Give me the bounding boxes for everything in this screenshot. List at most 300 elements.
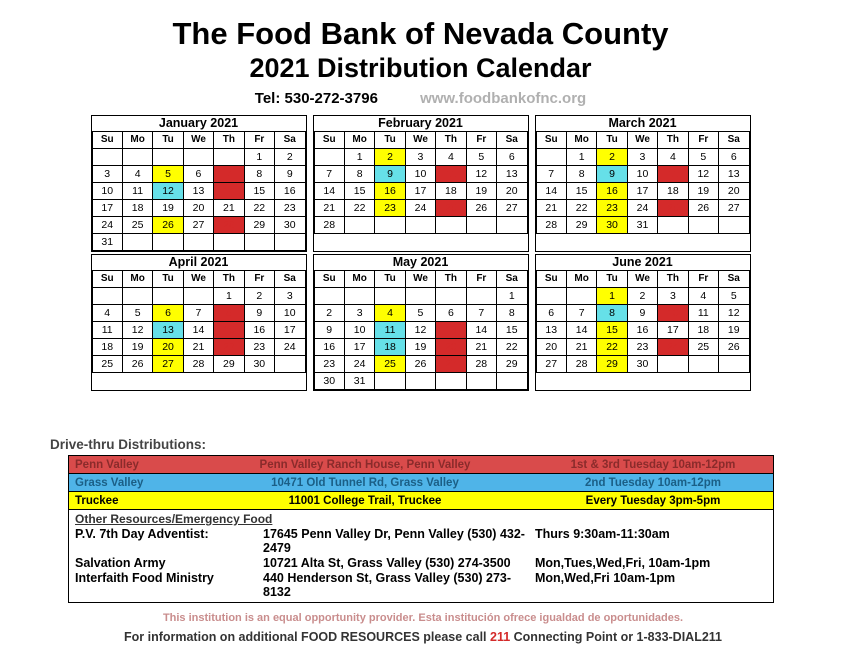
calendar-day-cell[interactable]: 3 — [92, 165, 122, 182]
contact-line — [0, 90, 841, 107]
resource-time: Thurs 9:30am-11:30am — [535, 527, 670, 541]
weekday-header: Th — [436, 271, 466, 288]
calendar-week-row — [92, 287, 305, 304]
calendar-day-cell[interactable]: 1 — [244, 148, 274, 165]
weekday-header: Sa — [275, 132, 305, 149]
calendar-day-cell[interactable]: 22 — [597, 338, 627, 355]
calendar-day-cell[interactable]: 21 — [183, 338, 213, 355]
calendar-empty-cell — [497, 372, 527, 389]
calendar-day-cell[interactable]: 1 — [344, 148, 374, 165]
calendar-day-cell[interactable]: 14 — [314, 182, 344, 199]
calendar-day-cell[interactable]: 11 — [375, 321, 405, 338]
calendar-day-cell[interactable]: 18 — [122, 199, 152, 216]
calendar-day-cell[interactable]: 8 — [597, 304, 627, 321]
calendar-day-cell[interactable]: 28 — [466, 355, 496, 372]
calendar-day-cell[interactable]: 17 — [658, 321, 688, 338]
month-april — [91, 254, 307, 391]
calendar-week-row — [536, 199, 749, 216]
weekday-header: Su — [314, 271, 344, 288]
weekday-header: We — [405, 132, 435, 149]
calendar-week-row — [92, 321, 305, 338]
resource-time: Mon,Tues,Wed,Fri, 10am-1pm — [535, 556, 711, 570]
weekday-header: Tu — [153, 132, 183, 149]
month-title: June 2021 — [536, 255, 750, 271]
calendar-day-cell[interactable]: 13 — [153, 321, 183, 338]
calendar-day-cell[interactable]: 25 — [122, 216, 152, 233]
calendar-empty-cell — [344, 216, 374, 233]
calendar-week-row — [92, 199, 305, 216]
page-subtitle: 2021 Distribution Calendar — [249, 52, 592, 83]
calendar-week-row — [536, 321, 749, 338]
month-june — [535, 254, 751, 391]
month-table — [536, 132, 750, 234]
calendar-day-cell[interactable]: 16 — [314, 338, 344, 355]
calendar-day-cell[interactable]: 9 — [314, 321, 344, 338]
calendar-day-cell[interactable]: 8 — [214, 304, 244, 321]
calendar-day-cell[interactable]: 2 — [244, 287, 274, 304]
calendar-empty-cell — [275, 233, 305, 250]
calendar-day-cell[interactable]: 28 — [183, 355, 213, 372]
calendar-week-row — [92, 182, 305, 199]
calendar-day-cell[interactable]: 3 — [275, 287, 305, 304]
calendar-day-cell[interactable]: 5 — [466, 148, 496, 165]
calendar-empty-cell — [688, 216, 718, 233]
calendar-day-cell[interactable]: 6 — [436, 304, 466, 321]
calendar-day-cell[interactable]: 9 — [275, 165, 305, 182]
calendar-day-cell[interactable]: 13 — [436, 321, 466, 338]
calendar-empty-cell — [214, 148, 244, 165]
calendar-day-cell[interactable]: 12 — [153, 182, 183, 199]
calendar-day-cell[interactable]: 9 — [597, 165, 627, 182]
calendar-day-cell[interactable]: 18 — [92, 338, 122, 355]
calendar-empty-cell — [122, 287, 152, 304]
calendar-day-cell[interactable]: 10 — [275, 304, 305, 321]
calendar-day-cell[interactable]: 7 — [314, 165, 344, 182]
calendar-week-row — [314, 199, 527, 216]
calendar-day-cell[interactable]: 10 — [405, 165, 435, 182]
calendar-day-cell[interactable]: 21 — [314, 199, 344, 216]
calendar-day-cell[interactable]: 27 — [183, 216, 213, 233]
calendar-week-row — [92, 216, 305, 233]
calendar-day-cell[interactable]: 6 — [536, 304, 566, 321]
calendar-empty-cell — [536, 287, 566, 304]
calendar-day-cell[interactable]: 3 — [344, 304, 374, 321]
calendar-empty-cell — [183, 287, 213, 304]
weekday-header: We — [627, 271, 657, 288]
calendar-day-cell[interactable]: 26 — [405, 355, 435, 372]
calendar-day-cell[interactable]: 12 — [466, 165, 496, 182]
site-address: 11001 College Trail, Truckee — [288, 494, 442, 507]
calendar-day-cell[interactable]: 18 — [436, 182, 466, 199]
calendar-day-cell[interactable]: 12 — [688, 165, 718, 182]
calendar-day-cell[interactable]: 20 — [183, 199, 213, 216]
calendar-day-cell[interactable]: 15 — [214, 321, 244, 338]
calendar-day-cell[interactable]: 4 — [122, 165, 152, 182]
calendar-day-cell[interactable]: 26 — [153, 216, 183, 233]
calendar-empty-cell — [658, 216, 688, 233]
calendar-day-cell[interactable]: 6 — [719, 148, 749, 165]
weekday-header: Fr — [688, 271, 718, 288]
calendar-day-cell[interactable]: 4 — [375, 304, 405, 321]
weekday-header: Sa — [497, 271, 527, 288]
calendar-day-cell[interactable]: 14 — [183, 321, 213, 338]
calendar-day-cell[interactable]: 26 — [466, 199, 496, 216]
calendar-day-cell[interactable]: 7 — [566, 304, 596, 321]
calendar-day-cell[interactable]: 30 — [244, 355, 274, 372]
calendar-day-cell[interactable]: 27 — [497, 199, 527, 216]
calendar-day-cell[interactable]: 2 — [275, 148, 305, 165]
calendar-day-cell[interactable]: 28 — [566, 355, 596, 372]
calendar-week-row — [92, 355, 305, 372]
calendar-day-cell[interactable]: 27 — [436, 355, 466, 372]
calendar-day-cell[interactable]: 23 — [244, 338, 274, 355]
calendar-grid — [91, 115, 751, 393]
month-title: May 2021 — [314, 255, 528, 271]
calendar-day-cell[interactable]: 8 — [497, 304, 527, 321]
month-table — [536, 271, 750, 373]
calendar-day-cell[interactable]: 30 — [275, 216, 305, 233]
calendar-day-cell[interactable]: 28 — [536, 216, 566, 233]
calendar-day-cell[interactable]: 21 — [566, 338, 596, 355]
calendar-day-cell[interactable]: 31 — [344, 372, 374, 389]
calendar-day-cell[interactable]: 11 — [92, 321, 122, 338]
calendar-day-cell[interactable]: 11 — [688, 304, 718, 321]
calendar-empty-cell — [466, 287, 496, 304]
weekday-header: Sa — [275, 271, 305, 288]
weekday-header: We — [183, 271, 213, 288]
calendar-day-cell[interactable]: 11 — [122, 182, 152, 199]
calendar-day-cell[interactable]: 26 — [719, 338, 749, 355]
calendar-day-cell[interactable]: 14 — [466, 321, 496, 338]
calendar-day-cell[interactable]: 24 — [344, 355, 374, 372]
calendar-day-cell[interactable]: 29 — [566, 216, 596, 233]
calendar-day-cell[interactable]: 20 — [436, 338, 466, 355]
calendar-day-cell[interactable]: 25 — [658, 199, 688, 216]
calendar-empty-cell — [536, 148, 566, 165]
calendar-day-cell[interactable]: 12 — [122, 321, 152, 338]
month-table — [314, 271, 528, 390]
calendar-empty-cell — [375, 287, 405, 304]
calendar-day-cell[interactable]: 23 — [375, 199, 405, 216]
calendar-day-cell[interactable]: 11 — [436, 165, 466, 182]
site-name: Truckee — [75, 494, 119, 507]
weekday-header: Sa — [719, 132, 749, 149]
calendar-empty-cell — [153, 287, 183, 304]
calendar-day-cell[interactable]: 14 — [536, 182, 566, 199]
calendar-day-cell[interactable]: 29 — [597, 355, 627, 372]
calendar-day-cell[interactable]: 7 — [466, 304, 496, 321]
calendar-day-cell[interactable]: 30 — [597, 216, 627, 233]
calendar-week-row — [314, 287, 527, 304]
calendar-day-cell[interactable]: 22 — [497, 338, 527, 355]
distribution-info-box — [68, 455, 774, 603]
calendar-day-cell[interactable]: 19 — [719, 321, 749, 338]
weekday-header: Su — [536, 271, 566, 288]
calendar-day-cell[interactable]: 18 — [658, 182, 688, 199]
site-time: 1st & 3rd Tuesday 10am-12pm — [570, 458, 736, 471]
calendar-day-cell[interactable]: 17 — [405, 182, 435, 199]
footer-211: 211 — [490, 630, 511, 644]
calendar-day-cell[interactable]: 25 — [92, 355, 122, 372]
calendar-day-cell[interactable]: 22 — [566, 199, 596, 216]
calendar-day-cell[interactable]: 31 — [627, 216, 657, 233]
weekday-header: Fr — [244, 271, 274, 288]
calendar-day-cell[interactable]: 23 — [627, 338, 657, 355]
calendar-empty-cell — [153, 148, 183, 165]
weekday-header: Th — [658, 271, 688, 288]
calendar-day-cell[interactable]: 18 — [688, 321, 718, 338]
calendar-day-cell[interactable]: 5 — [719, 287, 749, 304]
calendar-day-cell[interactable]: 2 — [375, 148, 405, 165]
calendar-day-cell[interactable]: 24 — [275, 338, 305, 355]
month-table — [92, 271, 306, 373]
calendar-day-cell[interactable]: 20 — [719, 182, 749, 199]
month-body — [314, 287, 527, 389]
calendar-day-cell[interactable]: 17 — [275, 321, 305, 338]
calendar-day-cell[interactable]: 2 — [627, 287, 657, 304]
weekday-header: Sa — [719, 271, 749, 288]
calendar-empty-cell — [214, 233, 244, 250]
calendar-day-cell[interactable]: 7 — [214, 165, 244, 182]
calendar-day-cell[interactable]: 1 — [566, 148, 596, 165]
drive-thru-label: Drive-thru Distributions: — [50, 437, 207, 452]
calendar-week-row — [92, 304, 305, 321]
calendar-day-cell[interactable]: 5 — [405, 304, 435, 321]
calendar-week-row — [92, 165, 305, 182]
calendar-day-cell[interactable]: 14 — [214, 182, 244, 199]
calendar-day-cell[interactable]: 5 — [688, 148, 718, 165]
resource-time: Mon,Wed,Fri 10am-1pm — [535, 571, 676, 585]
calendar-day-cell[interactable]: 9 — [627, 304, 657, 321]
calendar-day-cell[interactable]: 19 — [122, 338, 152, 355]
calendar-day-cell[interactable]: 16 — [244, 321, 274, 338]
calendar-day-cell[interactable]: 15 — [497, 321, 527, 338]
weekday-header: Mo — [566, 132, 596, 149]
calendar-day-cell[interactable]: 16 — [597, 182, 627, 199]
weekday-header: Th — [214, 271, 244, 288]
calendar-day-cell[interactable]: 10 — [627, 165, 657, 182]
weekday-header: Fr — [688, 132, 718, 149]
calendar-empty-cell — [275, 355, 305, 372]
calendar-day-cell[interactable]: 2 — [597, 148, 627, 165]
calendar-day-cell[interactable]: 27 — [719, 199, 749, 216]
calendar-day-cell[interactable]: 13 — [536, 321, 566, 338]
calendar-day-cell[interactable]: 6 — [497, 148, 527, 165]
calendar-day-cell[interactable]: 27 — [536, 355, 566, 372]
distribution-row-grass-valley — [69, 474, 773, 492]
calendar-day-cell[interactable]: 24 — [627, 199, 657, 216]
calendar-day-cell[interactable]: 11 — [658, 165, 688, 182]
calendar-empty-cell — [436, 287, 466, 304]
weekday-header: Th — [658, 132, 688, 149]
calendar-empty-cell — [466, 216, 496, 233]
calendar-empty-cell — [688, 355, 718, 372]
calendar-day-cell[interactable]: 7 — [183, 304, 213, 321]
calendar-day-cell[interactable]: 20 — [153, 338, 183, 355]
calendar-day-cell[interactable]: 13 — [183, 182, 213, 199]
calendar-day-cell[interactable]: 19 — [405, 338, 435, 355]
calendar-day-cell[interactable]: 24 — [405, 199, 435, 216]
calendar-empty-cell — [122, 148, 152, 165]
calendar-day-cell[interactable]: 23 — [597, 199, 627, 216]
month-february — [313, 115, 529, 252]
calendar-day-cell[interactable]: 29 — [497, 355, 527, 372]
month-title: January 2021 — [92, 116, 306, 132]
calendar-day-cell[interactable]: 4 — [92, 304, 122, 321]
calendar-empty-cell — [314, 287, 344, 304]
resource-item — [75, 556, 767, 570]
calendar-day-cell[interactable]: 12 — [719, 304, 749, 321]
other-resources-section — [69, 510, 773, 602]
month-body — [92, 287, 305, 372]
calendar-day-cell[interactable]: 4 — [658, 148, 688, 165]
calendar-day-cell[interactable]: 16 — [627, 321, 657, 338]
site-name: Penn Valley — [75, 458, 139, 471]
weekday-header: Fr — [466, 132, 496, 149]
calendar-day-cell[interactable]: 20 — [497, 182, 527, 199]
calendar-day-cell[interactable]: 21 — [214, 199, 244, 216]
calendar-day-cell[interactable]: 28 — [314, 216, 344, 233]
calendar-empty-cell — [658, 355, 688, 372]
calendar-empty-cell — [92, 287, 122, 304]
calendar-day-cell[interactable]: 8 — [244, 165, 274, 182]
calendar-day-cell[interactable]: 4 — [688, 287, 718, 304]
document-header — [0, 0, 841, 107]
month-january — [91, 115, 307, 252]
calendar-day-cell[interactable]: 19 — [688, 182, 718, 199]
calendar-day-cell[interactable]: 31 — [92, 233, 122, 250]
calendar-row-bottom — [91, 254, 751, 393]
calendar-day-cell[interactable]: 10 — [92, 182, 122, 199]
calendar-day-cell[interactable]: 30 — [627, 355, 657, 372]
month-table — [92, 132, 306, 251]
calendar-day-cell[interactable]: 9 — [244, 304, 274, 321]
calendar-week-row — [536, 216, 749, 233]
calendar-empty-cell — [405, 287, 435, 304]
calendar-day-cell[interactable]: 13 — [719, 165, 749, 182]
calendar-day-cell[interactable]: 28 — [214, 216, 244, 233]
calendar-day-cell[interactable]: 23 — [314, 355, 344, 372]
calendar-day-cell[interactable]: 14 — [566, 321, 596, 338]
calendar-empty-cell — [183, 148, 213, 165]
calendar-week-row — [536, 355, 749, 372]
calendar-day-cell[interactable]: 25 — [436, 199, 466, 216]
other-resources-heading: Other Resources/Emergency Food — [75, 512, 273, 526]
calendar-day-cell[interactable]: 3 — [658, 287, 688, 304]
calendar-day-cell[interactable]: 1 — [597, 287, 627, 304]
weekday-header: We — [627, 132, 657, 149]
calendar-day-cell[interactable]: 7 — [536, 165, 566, 182]
calendar-day-cell[interactable]: 8 — [344, 165, 374, 182]
calendar-day-cell[interactable]: 24 — [92, 216, 122, 233]
calendar-empty-cell — [153, 233, 183, 250]
weekday-header: Mo — [566, 271, 596, 288]
month-body — [92, 148, 305, 250]
calendar-day-cell[interactable]: 26 — [122, 355, 152, 372]
website-link[interactable]: www.foodbankofnc.org — [420, 89, 587, 107]
weekday-header: Tu — [375, 271, 405, 288]
calendar-day-cell[interactable]: 6 — [153, 304, 183, 321]
calendar-day-cell[interactable]: 16 — [275, 182, 305, 199]
calendar-day-cell[interactable]: 19 — [466, 182, 496, 199]
calendar-day-cell[interactable]: 13 — [497, 165, 527, 182]
calendar-day-cell[interactable]: 22 — [214, 338, 244, 355]
footer-text-post: Connecting Point or 1-833-DIAL211 — [510, 630, 723, 644]
calendar-day-cell[interactable]: 25 — [375, 355, 405, 372]
site-address: Penn Valley Ranch House, Penn Valley — [259, 458, 471, 471]
calendar-week-row — [92, 233, 305, 250]
calendar-empty-cell — [466, 372, 496, 389]
calendar-day-cell[interactable]: 9 — [375, 165, 405, 182]
month-title: March 2021 — [536, 116, 750, 132]
calendar-empty-cell — [719, 355, 749, 372]
calendar-empty-cell — [314, 148, 344, 165]
calendar-week-row — [314, 148, 527, 165]
resource-address: 17645 Penn Valley Dr, Penn Valley (530) 432-2479 — [263, 527, 525, 555]
calendar-day-cell[interactable]: 6 — [183, 165, 213, 182]
calendar-day-cell[interactable]: 22 — [344, 199, 374, 216]
calendar-day-cell[interactable]: 12 — [405, 321, 435, 338]
site-time: 2nd Tuesday 10am-12pm — [585, 476, 721, 489]
calendar-day-cell[interactable]: 22 — [244, 199, 274, 216]
month-body — [536, 287, 749, 372]
calendar-day-cell[interactable]: 21 — [536, 199, 566, 216]
calendar-day-cell[interactable]: 5 — [122, 304, 152, 321]
calendar-day-cell[interactable]: 17 — [92, 199, 122, 216]
calendar-week-row — [536, 287, 749, 304]
calendar-day-cell[interactable]: 1 — [497, 287, 527, 304]
calendar-day-cell[interactable]: 21 — [466, 338, 496, 355]
calendar-day-cell[interactable]: 17 — [344, 338, 374, 355]
calendar-day-cell[interactable]: 3 — [627, 148, 657, 165]
calendar-day-cell[interactable]: 15 — [566, 182, 596, 199]
calendar-day-cell[interactable]: 15 — [244, 182, 274, 199]
calendar-day-cell[interactable]: 17 — [627, 182, 657, 199]
calendar-day-cell[interactable]: 23 — [275, 199, 305, 216]
calendar-day-cell[interactable]: 18 — [375, 338, 405, 355]
calendar-day-cell[interactable]: 15 — [344, 182, 374, 199]
calendar-day-cell[interactable]: 29 — [214, 355, 244, 372]
calendar-day-cell[interactable]: 4 — [436, 148, 466, 165]
calendar-day-cell[interactable]: 3 — [405, 148, 435, 165]
calendar-day-cell[interactable]: 15 — [597, 321, 627, 338]
calendar-day-cell[interactable]: 5 — [153, 165, 183, 182]
weekday-header: Th — [214, 132, 244, 149]
calendar-day-cell[interactable]: 8 — [566, 165, 596, 182]
calendar-day-cell[interactable]: 29 — [244, 216, 274, 233]
month-body — [314, 148, 527, 233]
calendar-day-cell[interactable]: 2 — [314, 304, 344, 321]
calendar-day-cell[interactable]: 26 — [688, 199, 718, 216]
calendar-day-cell[interactable]: 10 — [344, 321, 374, 338]
calendar-week-row — [92, 148, 305, 165]
calendar-day-cell[interactable]: 25 — [688, 338, 718, 355]
calendar-empty-cell — [405, 372, 435, 389]
calendar-day-cell[interactable]: 19 — [153, 199, 183, 216]
calendar-day-cell[interactable]: 30 — [314, 372, 344, 389]
calendar-empty-cell — [122, 233, 152, 250]
calendar-week-row — [314, 321, 527, 338]
calendar-day-cell[interactable]: 27 — [153, 355, 183, 372]
weekday-header: Su — [314, 132, 344, 149]
calendar-day-cell[interactable]: 10 — [658, 304, 688, 321]
calendar-empty-cell — [344, 287, 374, 304]
calendar-day-cell[interactable]: 24 — [658, 338, 688, 355]
telephone-text: Tel: 530-272-3796 — [254, 89, 378, 107]
calendar-day-cell[interactable]: 1 — [214, 287, 244, 304]
calendar-day-cell[interactable]: 16 — [375, 182, 405, 199]
calendar-day-cell[interactable]: 20 — [536, 338, 566, 355]
